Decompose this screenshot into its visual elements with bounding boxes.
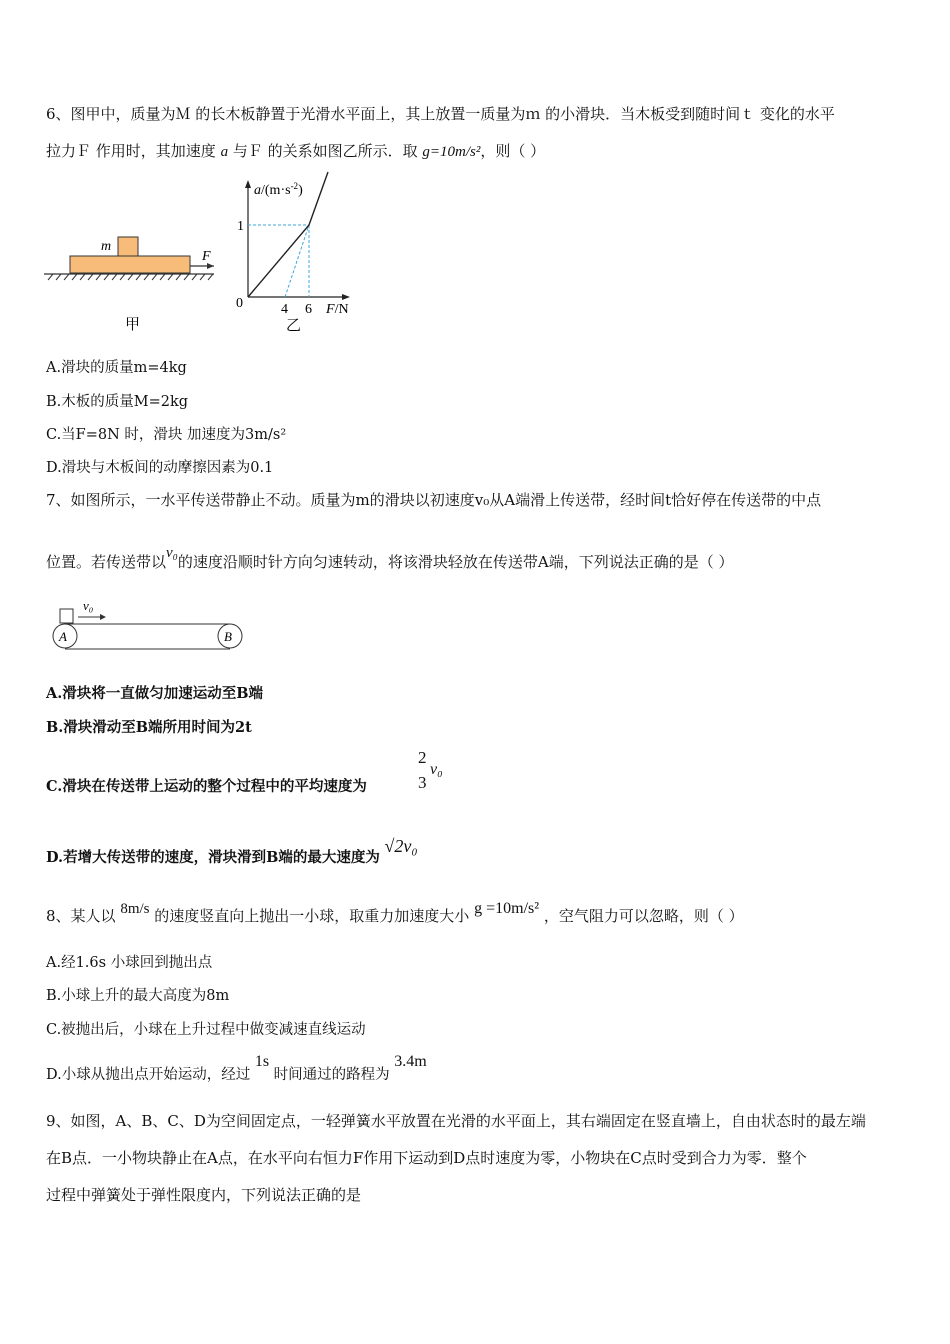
- q8-option-b[interactable]: B.小球上升的最大高度为8m: [46, 988, 230, 1004]
- ground-hatch: [48, 274, 213, 280]
- q7-option-c-text: C.滑块在传送带上运动的整个过程中的平均速度为: [46, 778, 367, 795]
- block-m-label: m: [101, 239, 112, 254]
- origin-label: 0: [236, 296, 243, 311]
- q6-stem-line1: 6、图甲中，质量为Ｍ 的长木板静置于光滑水平面上，其上放置一质量为ｍ 的小滑块．当木板受到随时间ｔ 变化的水平: [46, 105, 835, 123]
- q8-speed: 8m/s: [120, 901, 150, 917]
- v0-label: v₀: [83, 598, 94, 613]
- q8-stem-text-b: 的速度竖直向上抛出一小球，取重力加速度大小: [154, 907, 470, 925]
- y-tick-1: 1: [237, 219, 244, 234]
- figure-jia-caption: 甲: [125, 315, 141, 333]
- sqrt2-v0: √2v₀: [384, 836, 418, 856]
- x-tick-4: 4: [281, 302, 288, 317]
- q8-g-value: g =10m/s²: [474, 900, 540, 917]
- q6-stem-text-c: ，则（ ）: [480, 142, 546, 160]
- q6-option-d[interactable]: D.滑块与木板间的动摩擦因素为0.1: [46, 460, 274, 476]
- long-board: [70, 256, 190, 273]
- q8-option-d-time: 1s: [254, 1053, 270, 1070]
- q9-stem-line1: 9、如图，A、B、C、D为空间固定点，一轻弹簧水平放置在光滑的水平面上，其右端固定在竖直墙上，自由状态时的最左端: [46, 1112, 866, 1130]
- q7-option-a[interactable]: A.滑块将一直做匀加速运动至B端: [46, 685, 264, 702]
- q7-stem-line2: [46, 545, 734, 572]
- q8-option-d[interactable]: [46, 1050, 427, 1083]
- q6-stem-text-b: 与Ｆ 的关系如图乙所示．取: [232, 142, 418, 160]
- q8-option-c[interactable]: C.被抛出后，小球在上升过程中做变减速直线运动: [46, 1022, 366, 1038]
- x-axis-label: F/N: [326, 302, 349, 317]
- q6-stem-text-a: 拉力Ｆ 作用时，其加速度: [46, 142, 216, 160]
- q9-stem-line2: 在B点．一小物块静止在A点，在水平向右恒力F作用下运动到D点时速度为零，小物块在C点时受到合力为零．整个: [46, 1149, 807, 1167]
- pulley-B-label: B: [224, 629, 232, 644]
- slider-block: [60, 609, 73, 623]
- q7-v0: v₀: [166, 545, 178, 561]
- q7-stem-text-a: 位置。若传送带以: [46, 553, 167, 571]
- q8-option-a[interactable]: A.经1.6s 小球回到抛出点: [46, 955, 213, 971]
- q7-conveyor-figure: [46, 597, 251, 653]
- y-axis-label: $a/(m\cdot s^{-2})$: [254, 181, 303, 198]
- y-axis-arrow: [245, 180, 251, 188]
- q6-var-a: a: [220, 144, 229, 160]
- x-axis-arrow: [342, 294, 350, 300]
- q7-option-b[interactable]: B.滑块滑动至B端所用时间为2t: [46, 719, 252, 736]
- q7-stem-text-b: 的速度沿顺时针方向匀速转动，将该滑块轻放在传送带A端，下列说法正确的是（ ）: [177, 553, 734, 571]
- q8-stem: [46, 897, 744, 925]
- q6-option-a[interactable]: A.滑块的质量m=4kg: [46, 360, 187, 376]
- q6-option-b[interactable]: B.木板的质量M=2kg: [46, 394, 189, 410]
- force-F-label: F: [202, 249, 211, 264]
- q6-stem-line2: [46, 140, 545, 161]
- q8-stem-text-c: ，空气阻力可以忽略，则（ ）: [543, 907, 744, 925]
- q6-g-value: g=10m/s²: [422, 144, 481, 160]
- q8-option-d-text-b: 时间通过的路程为: [273, 1067, 390, 1083]
- small-block: [118, 237, 138, 256]
- fraction-v0: v₀: [430, 761, 443, 778]
- fraction-denominator: 3: [418, 773, 427, 792]
- figure-yi-caption: 乙: [286, 316, 302, 334]
- q7-option-d-text: D.若增大传送带的速度，滑块滑到B端的最大速度为: [46, 849, 380, 866]
- q8-option-d-text-a: D.小球从抛出点开始运动，经过: [46, 1067, 251, 1083]
- q8-stem-text-a: 8、某人以: [46, 907, 116, 925]
- q9-stem-line3: 过程中弹簧处于弹性限度内，下列说法正确的是: [46, 1186, 362, 1204]
- q6-figure-jia: [44, 225, 224, 335]
- q8-option-d-distance: 3.4m: [394, 1053, 427, 1070]
- velocity-arrowhead: [100, 614, 106, 620]
- q6-option-c[interactable]: C.当F=8N 时，滑块 加速度为3m/s²: [46, 427, 287, 443]
- q7-stem-line1: 7、如图所示，一水平传送带静止不动。质量为m的滑块以初速度v₀从A端滑上传送带，经时间t恰好停在传送带的中点: [46, 491, 822, 509]
- q6-figure-yi: [228, 170, 363, 335]
- x-tick-6: 6: [305, 302, 312, 317]
- q7-option-d[interactable]: [46, 833, 418, 866]
- dashed-extension-line: [285, 225, 309, 297]
- fraction-numerator: 2: [418, 748, 427, 767]
- pulley-A-label: A: [59, 629, 67, 644]
